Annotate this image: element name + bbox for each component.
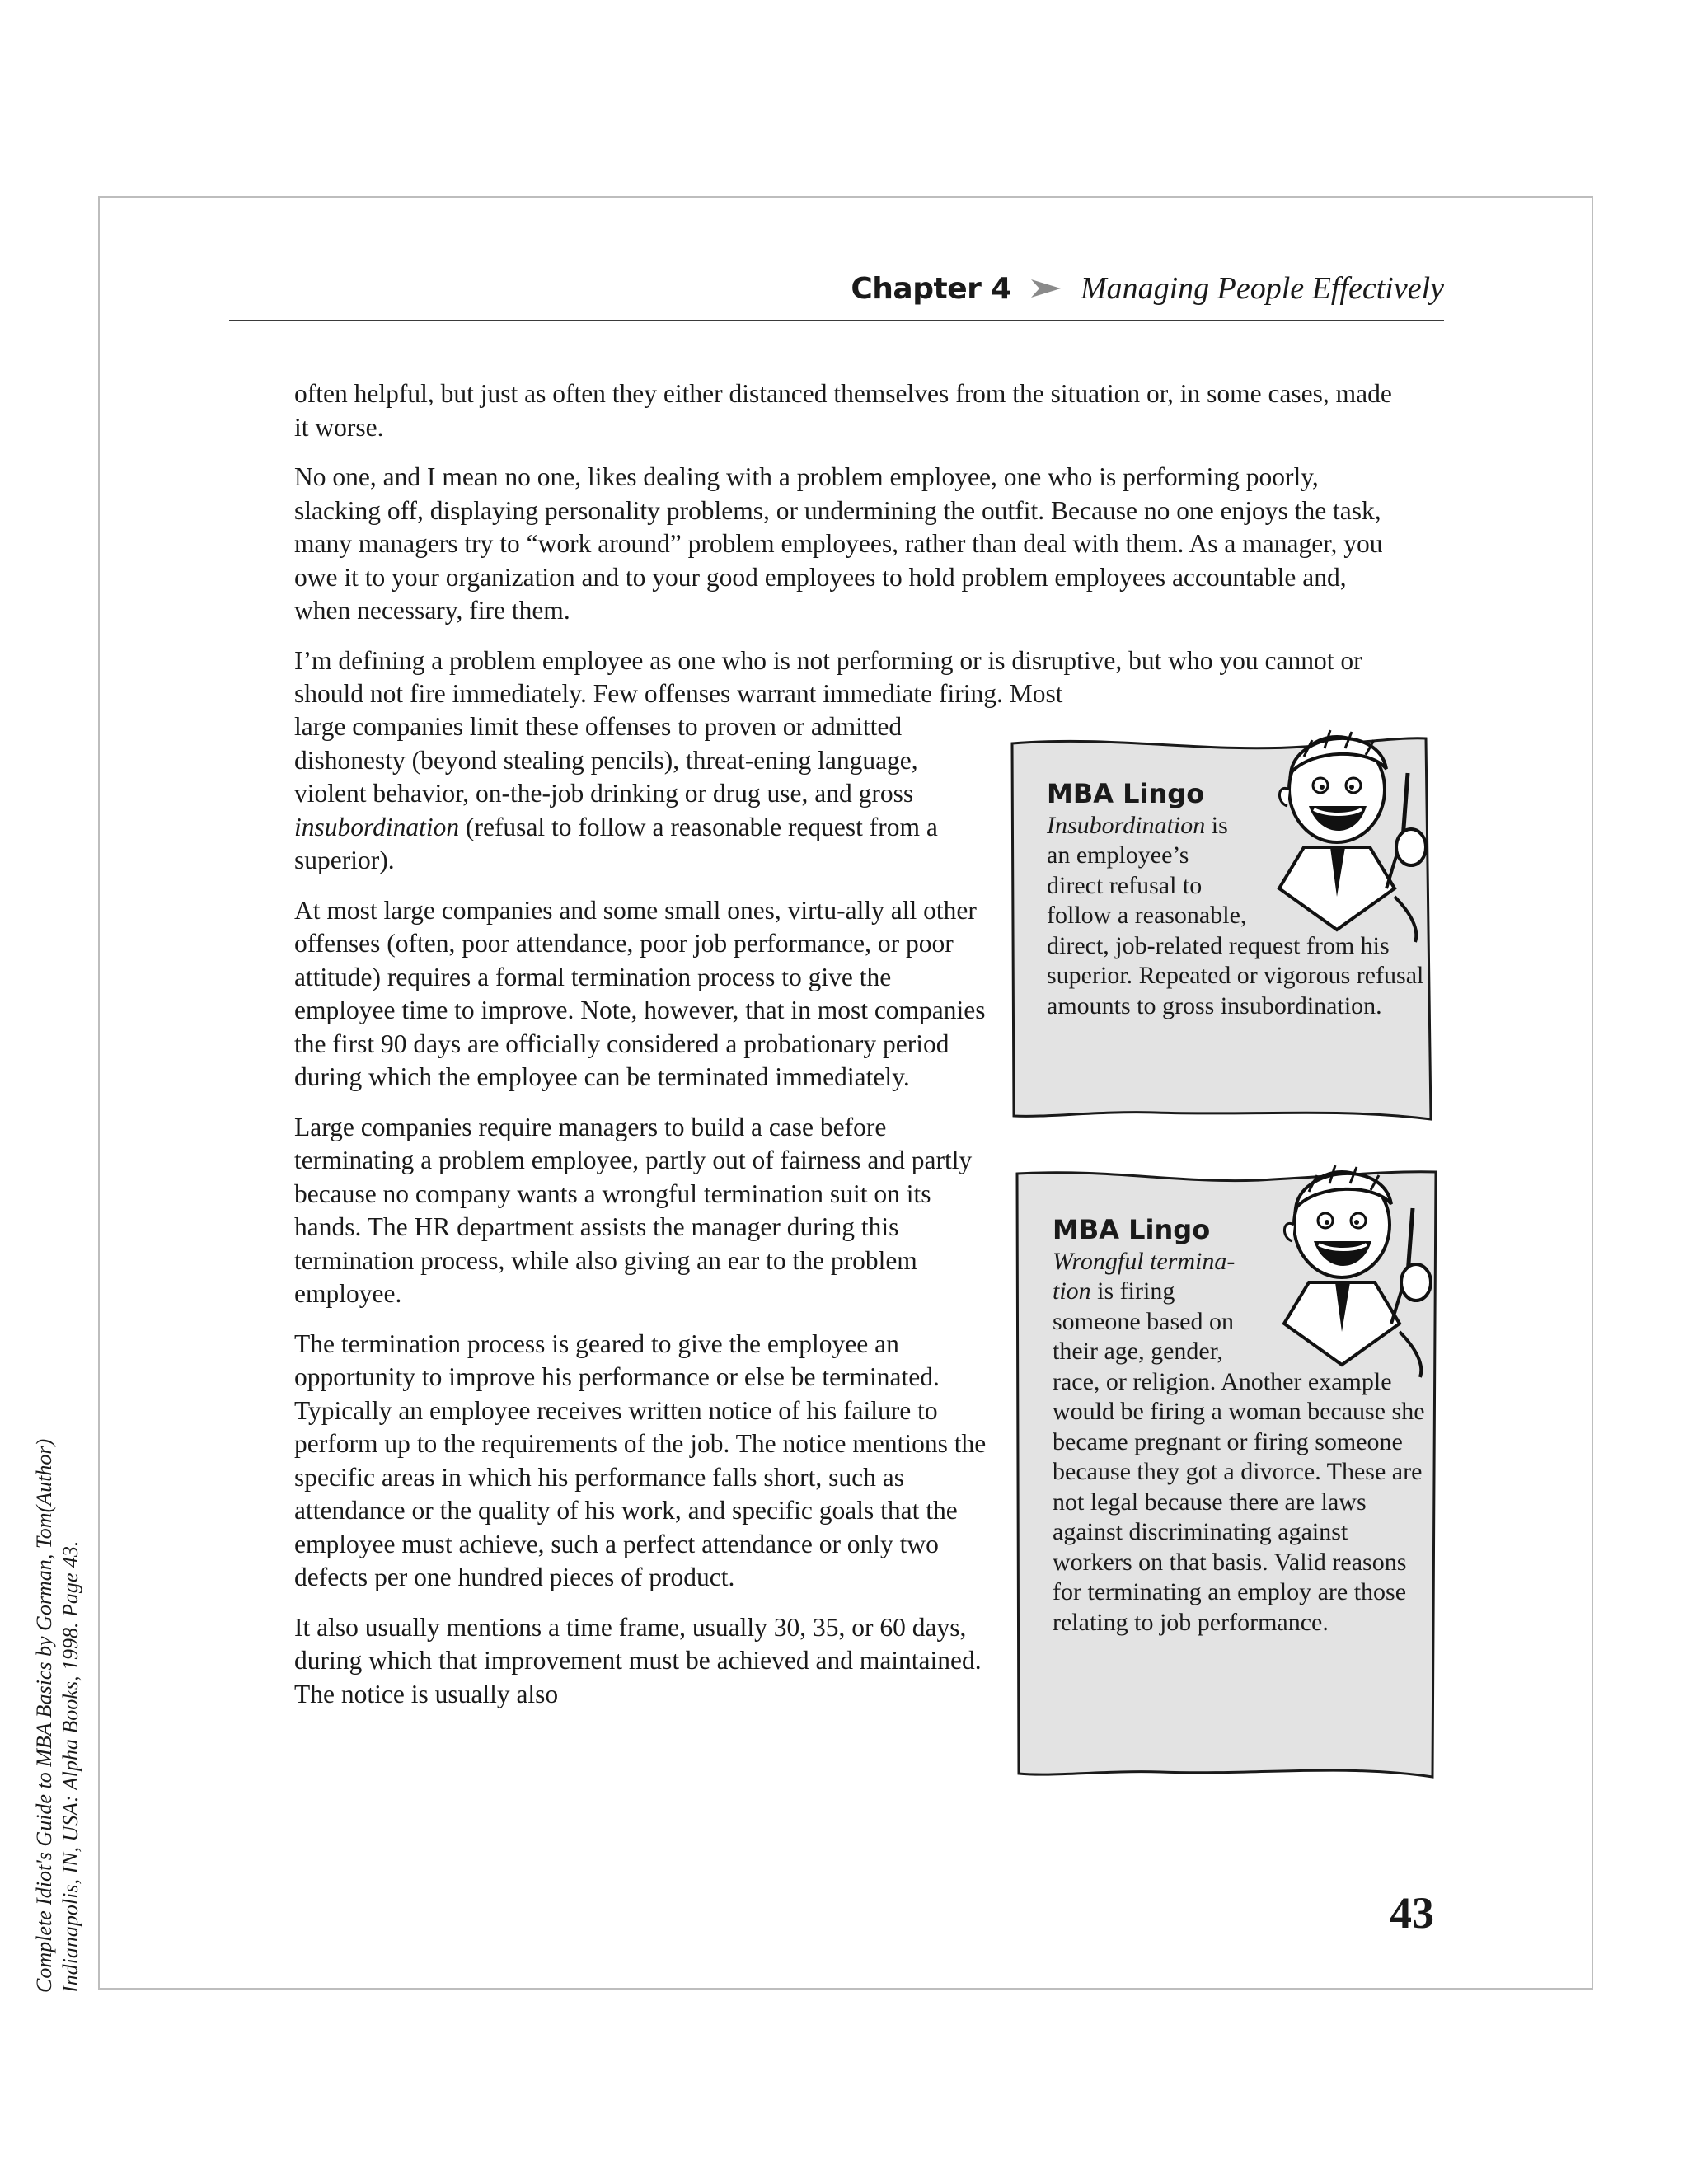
sidebar-heading: MBA Lingo [1047, 778, 1205, 809]
sidebar-content [1053, 1215, 1430, 1638]
sidebar-definition: is firing someone based on their age, gender, race, or religion. Another example would be firing a woman because she became pregnant or firing someone because they got a divorce. These are not legal because there are laws against discriminating against workers on that basis. Valid reasons for terminating an employ are those relating to job performance. [1053, 1277, 1425, 1636]
paragraph: At most large companies and some small ones, virtu-ally all other offenses (often, poor attendance, poor job performance, or poor attitude) requires a formal termination process to give the employee time to improve. Note, however, that in most companies the first 90 days are officially considered a probationary period during which the employee can be terminated immediately. [294, 895, 986, 1091]
credit-line: Indianapolis, IN, USA: Alpha Books, 1998. Page 43. [59, 1540, 82, 1993]
mascot-wrap-space [1255, 1165, 1430, 1357]
sidebar-content [1047, 779, 1424, 1021]
italic-term: insubordination [294, 812, 460, 841]
paragraph: I’m defining a problem employee as one who is not performing or is disruptive, but who you cannot or should not fire immediately. Few offenses warrant immediate firing. Most [294, 645, 1362, 708]
paragraph-text: large companies limit these offenses to proven or admitted dishonesty (beyond stealing pencils), threat-ening language, violent behavior, on-the-job drinking or drug use, and gross [294, 712, 918, 808]
chapter-title: Managing People Effectively [1080, 271, 1444, 306]
side-credit [31, 1383, 84, 1993]
sidebar-heading: MBA Lingo [1053, 1214, 1211, 1245]
paragraph-text: (refusal to follow a reasonable request from a superior). [294, 812, 938, 874]
mascot-wrap-space [1250, 729, 1424, 921]
chapter-arrow-icon [1029, 276, 1062, 301]
sidebar-term: Wrongful termina-tion [1053, 1247, 1236, 1305]
body-text-narrow [294, 710, 987, 1727]
body-text-full [294, 377, 1403, 711]
paragraph: It also usually mentions a time frame, usually 30, 35, or 60 days, during which that improvement must be achieved and maintained. The notice is usually also [294, 1612, 982, 1708]
paragraph: Large companies require managers to build a case before terminating a problem employee, partly out of fairness and partly because no company wants a wrongful termination suit on its hands. The HR department assists the manager during this termination process, while also giving an ear to the problem employee. [294, 1112, 973, 1308]
running-head [229, 262, 1444, 321]
paragraph: The termination process is geared to give the employee an opportunity to improve his performance or else be terminated. Typically an employee receives written notice of his failure to perform up to the requirements of the job. The notice mentions the specific areas in which his performance falls short, such as attendance or the quality of his work, and specific goals that the employee must achieve, such a perfect attendance or only two defects per one hundred pieces of product. [294, 1329, 987, 1591]
chapter-label: Chapter 4 [851, 271, 1011, 306]
paragraph: often helpful, but just as often they either distanced themselves from the situation or, in some cases, made it worse. [294, 379, 1392, 442]
sidebar-term: Insubordination [1047, 811, 1206, 839]
sidebar-definition: is an employee’s direct refusal to follow a reasonable, direct, job-related request from his superior. Repeated or vigorous refusal amounts to gross insubordination. [1047, 811, 1424, 1019]
paragraph: No one, and I mean no one, likes dealing with a problem employee, one who is performing poorly, slacking off, displaying personality problems, or undermining the outfit. Because no one enjoys the task, many managers try to “work around” problem employees, rather than deal with them. As a manager, you owe it to your organization and to your good employees to hold problem employees accountable and, when necessary, fire them. [294, 462, 1383, 625]
mba-lingo-sidebar [1007, 732, 1436, 1127]
credit-line: Complete Idiot's Guide to MBA Basics by Gorman, Tom(Author) [32, 1438, 56, 1993]
paragraph-continued [294, 710, 987, 878]
page-number: 43 [1390, 1888, 1434, 1938]
mba-lingo-sidebar [1012, 1165, 1441, 1785]
